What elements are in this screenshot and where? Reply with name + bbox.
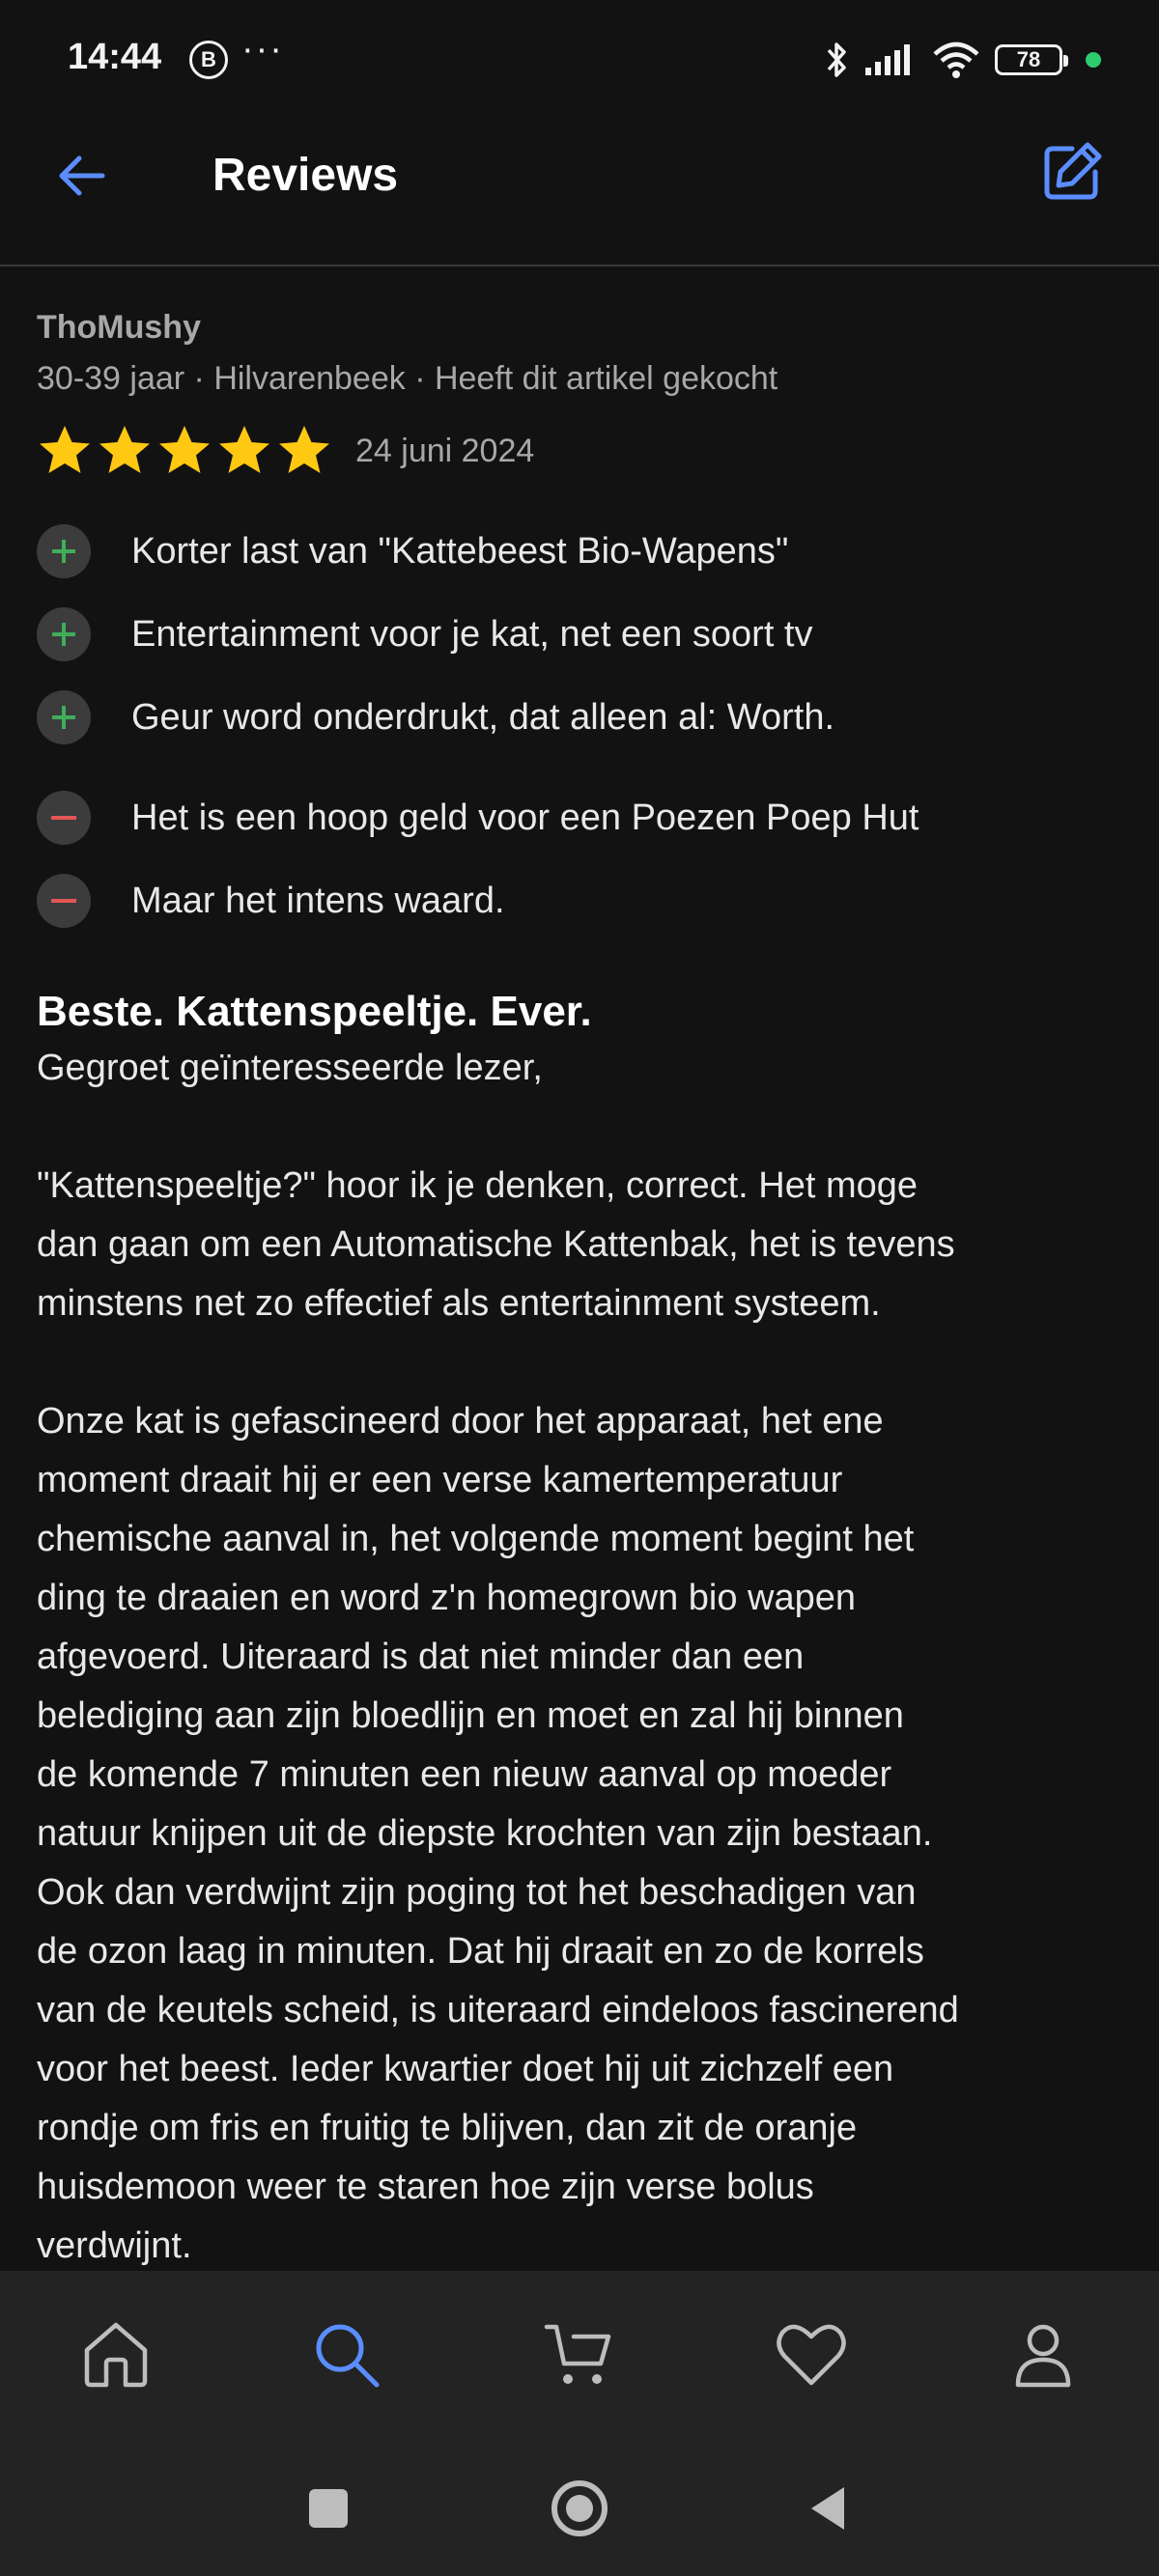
review-body-line (37, 1098, 1122, 1157)
pro-text: Entertainment voor je kat, net een soort tv (131, 613, 813, 655)
search-icon (307, 2315, 384, 2393)
review-body-line: de ozon laag in minuten. Dat hij draait en zo de korrels (37, 1931, 924, 1972)
cons-list (37, 776, 1122, 942)
pros-list (37, 510, 1122, 759)
nav-home[interactable] (77, 2315, 155, 2393)
bottom-nav (0, 2271, 1159, 2441)
pro-text: Geur word onderdrukt, dat alleen al: Worth. (131, 696, 835, 738)
plus-icon (37, 524, 91, 578)
review-body-line: van de keutels scheid, is uiteraard eindeloos fascinerend (37, 1990, 959, 2030)
recents-icon[interactable] (297, 2478, 359, 2539)
home-circle-icon[interactable] (549, 2478, 610, 2539)
nav-cart[interactable] (541, 2315, 618, 2393)
bluetooth-icon (823, 41, 850, 79)
pro-text: Korter last van "Kattebeest Bio-Wapens" (131, 530, 789, 572)
review-body-line: Ook dan verdwijnt zijn poging tot het beschadigen van (37, 1872, 917, 1913)
pro-item (37, 510, 1122, 593)
review-date: 24 juni 2024 (355, 432, 535, 469)
star-icon (216, 423, 272, 479)
pro-item (37, 593, 1122, 676)
cart-icon (541, 2315, 618, 2393)
review-body-line (37, 1333, 1122, 1392)
status-bar (0, 0, 1159, 116)
plus-icon (37, 607, 91, 661)
review-body-line: ding te draaien en word z'n homegrown bio wapen (37, 1578, 857, 1618)
rating-row (37, 419, 1122, 483)
review-body-line: dan gaan om een Automatische Kattenbak, het is tevens (37, 1224, 955, 1265)
con-text: Het is een hoop geld voor een Poezen Poep Hut (131, 797, 919, 838)
review-card (37, 309, 1122, 2266)
battery-icon: 78 (995, 44, 1062, 75)
review-body-line: de komende 7 minuten een nieuw aanval op moeder (37, 1754, 892, 1795)
profile-icon (1004, 2315, 1082, 2393)
review-meta: 30-39 jaar · Hilvarenbeek · Heeft dit artikel gekocht (37, 360, 778, 397)
heart-icon (773, 2315, 850, 2393)
review-body-line: huisdemoon weer te staren hoe zijn verse bolus (37, 2167, 814, 2207)
review-body-line: voor het beest. Ieder kwartier doet hij uit zichzelf een (37, 2049, 894, 2089)
pro-item (37, 676, 1122, 759)
review-body-line: Gegroet geïnteresseerde lezer, (37, 1048, 543, 1088)
con-item (37, 776, 1122, 859)
notification-badge-icon: B (189, 41, 228, 79)
system-nav (0, 2441, 1159, 2576)
star-icon (276, 423, 332, 479)
review-body-line: verdwijnt. (37, 2226, 192, 2266)
star-icon (97, 423, 153, 479)
review-body-line: afgevoerd. Uiteraard is dat niet minder dan een (37, 1637, 805, 1677)
app-header (0, 116, 1159, 266)
con-item (37, 859, 1122, 942)
review-body-line: belediging aan zijn bloedlijn en moet en zal hij binnen (37, 1695, 904, 1736)
review-body-line: chemische aanval in, het volgende moment begint het (37, 1519, 915, 1559)
nav-search[interactable] (307, 2315, 384, 2393)
review-body-line: minstens net zo effectief als entertainment systeem. (37, 1283, 881, 1324)
minus-icon (37, 791, 91, 845)
page-title: Reviews (212, 150, 399, 201)
plus-icon (37, 690, 91, 744)
review-author: ThoMushy (37, 309, 201, 346)
star-rating (37, 423, 332, 479)
status-icons (823, 37, 1101, 83)
back-triangle-icon[interactable] (800, 2478, 862, 2539)
minus-icon (37, 874, 91, 928)
signal-icon (863, 42, 918, 77)
review-body-line: natuur knijpen uit de diepste krochten van zijn bestaan. (37, 1813, 933, 1854)
nav-favorites[interactable] (773, 2315, 850, 2393)
review-body-line: Onze kat is gefascineerd door het apparaat, het ene (37, 1401, 884, 1442)
wifi-icon (931, 41, 981, 79)
con-text: Maar het intens waard. (131, 880, 505, 921)
review-body-line: rondje om fris en fruitig te blijven, dan zit de oranje (37, 2108, 858, 2148)
more-notifications-icon: ··· (241, 29, 284, 70)
home-icon (77, 2315, 155, 2393)
nav-profile[interactable] (1004, 2315, 1082, 2393)
review-body-line: "Kattenspeeltje?" hoor ik je denken, correct. Het moge (37, 1165, 919, 1206)
review-body-line: moment draait hij er een verse kamertemperatuur (37, 1460, 843, 1500)
arrow-left-icon[interactable] (52, 145, 114, 207)
star-icon (156, 423, 212, 479)
review-title: Beste. Kattenspeeltje. Ever. (37, 988, 592, 1035)
star-icon (37, 423, 93, 479)
status-time: 14:44 (68, 37, 162, 77)
privacy-indicator-dot (1086, 52, 1101, 68)
review-body (37, 1039, 1122, 2266)
edit-icon[interactable] (1039, 139, 1105, 205)
